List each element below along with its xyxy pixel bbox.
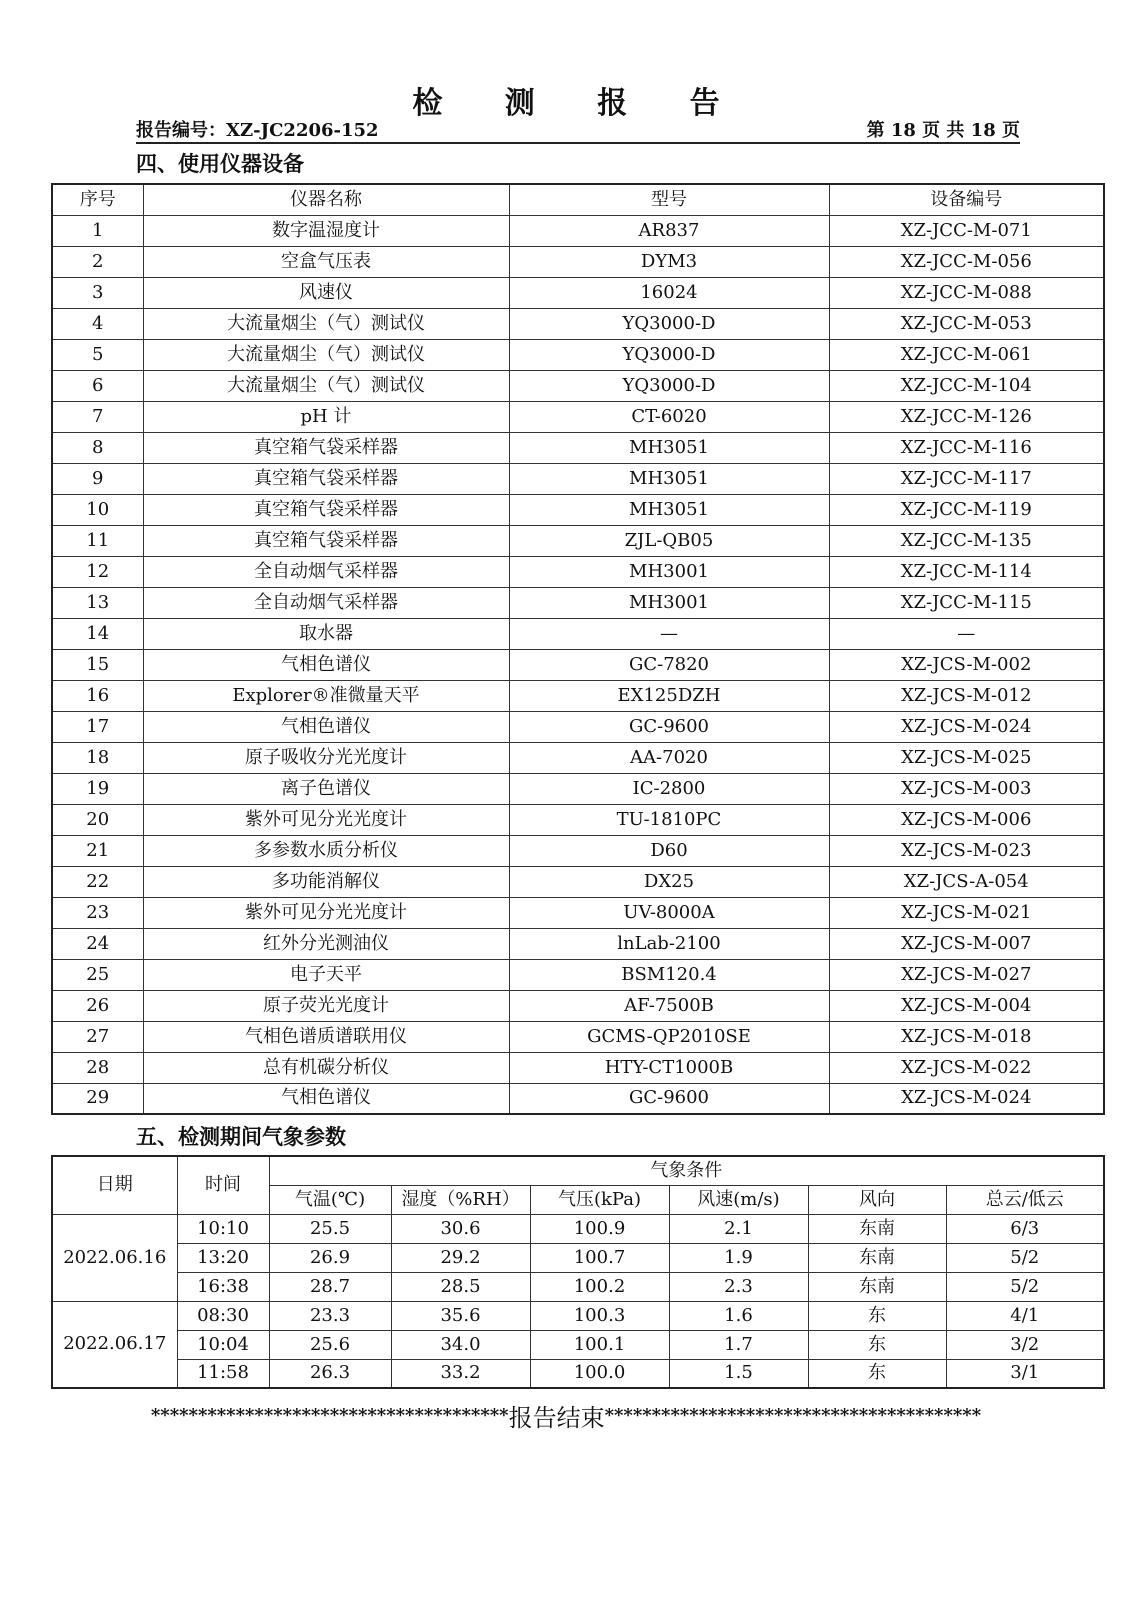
weather-wind-direction: 东南 [808,1272,946,1301]
col-header-pressure: 气压(kPa) [530,1185,669,1214]
equipment-model: DX25 [509,866,829,897]
equipment-model: YQ3000-D [509,339,829,370]
equipment-row [52,866,1104,897]
equipment-model: GC-9600 [509,1083,829,1114]
equipment-name: 紫外可见分光光度计 [143,804,509,835]
weather-wind-speed: 1.9 [669,1243,808,1272]
weather-time: 11:58 [177,1359,269,1388]
equipment-name: 原子荧光光度计 [143,990,509,1021]
equipment-name: 气相色谱仪 [143,711,509,742]
equipment-row [52,959,1104,990]
weather-row [52,1243,1104,1272]
equipment-device-id: XZ-JCS-M-006 [829,804,1104,835]
equipment-table-body [52,215,1104,1114]
equipment-device-id: — [829,618,1104,649]
equipment-row [52,556,1104,587]
report-meta-row [136,116,1020,142]
equipment-model: MH3001 [509,556,829,587]
equipment-index: 13 [52,587,143,618]
equipment-name: 真空箱气袋采样器 [143,432,509,463]
weather-table-body [52,1214,1104,1388]
equipment-device-id: XZ-JCC-M-071 [829,215,1104,246]
equipment-model: AF-7500B [509,990,829,1021]
equipment-row [52,773,1104,804]
equipment-name: 全自动烟气采样器 [143,556,509,587]
weather-cloud-cover: 3/1 [946,1359,1104,1388]
equipment-device-id: XZ-JCS-M-023 [829,835,1104,866]
equipment-row [52,711,1104,742]
equipment-row [52,370,1104,401]
equipment-device-id: XZ-JCS-M-021 [829,897,1104,928]
equipment-device-id: XZ-JCS-M-022 [829,1052,1104,1083]
equipment-name: 大流量烟尘（气）测试仪 [143,370,509,401]
report-end-text: 报告结束 [508,1404,605,1432]
col-header-name: 仪器名称 [143,184,509,215]
equipment-name: 大流量烟尘（气）测试仪 [143,339,509,370]
equipment-model: HTY-CT1000B [509,1052,829,1083]
col-header-date: 日期 [52,1156,177,1214]
equipment-row [52,835,1104,866]
weather-humidity: 33.2 [391,1359,530,1388]
equipment-index: 11 [52,525,143,556]
equipment-name: 空盒气压表 [143,246,509,277]
equipment-device-id: XZ-JCC-M-056 [829,246,1104,277]
weather-cloud-cover: 4/1 [946,1301,1104,1330]
equipment-index: 17 [52,711,143,742]
col-header-model: 型号 [509,184,829,215]
equipment-index: 21 [52,835,143,866]
equipment-index: 25 [52,959,143,990]
equipment-index: 6 [52,370,143,401]
equipment-row [52,463,1104,494]
equipment-device-id: XZ-JCS-M-024 [829,1083,1104,1114]
equipment-name: 电子天平 [143,959,509,990]
equipment-row [52,649,1104,680]
equipment-name: 气相色谱质谱联用仪 [143,1021,509,1052]
weather-pressure: 100.1 [530,1330,669,1359]
equipment-model: MH3051 [509,432,829,463]
equipment-device-id: XZ-JCC-M-119 [829,494,1104,525]
weather-cloud-cover: 6/3 [946,1214,1104,1243]
equipment-model: ZJL-QB05 [509,525,829,556]
equipment-index: 22 [52,866,143,897]
equipment-name: 真空箱气袋采样器 [143,494,509,525]
equipment-index: 24 [52,928,143,959]
equipment-model: AR837 [509,215,829,246]
equipment-device-id: XZ-JCC-M-117 [829,463,1104,494]
weather-humidity: 34.0 [391,1330,530,1359]
col-header-weather-conditions: 气象条件 [269,1156,1104,1185]
equipment-index: 10 [52,494,143,525]
col-header-time: 时间 [177,1156,269,1214]
equipment-model: EX125DZH [509,680,829,711]
weather-humidity: 30.6 [391,1214,530,1243]
equipment-name: 气相色谱仪 [143,1083,509,1114]
equipment-device-id: XZ-JCC-M-061 [829,339,1104,370]
equipment-model: CT-6020 [509,401,829,432]
col-header-temperature: 气温(℃) [269,1185,391,1214]
equipment-model: GC-9600 [509,711,829,742]
weather-row [52,1301,1104,1330]
equipment-device-id: XZ-JCC-M-115 [829,587,1104,618]
weather-wind-direction: 东 [808,1359,946,1388]
equipment-model: BSM120.4 [509,959,829,990]
equipment-device-id: XZ-JCC-M-088 [829,277,1104,308]
weather-pressure: 100.0 [530,1359,669,1388]
equipment-model: AA-7020 [509,742,829,773]
weather-wind-speed: 1.5 [669,1359,808,1388]
weather-pressure: 100.9 [530,1214,669,1243]
equipment-index: 3 [52,277,143,308]
equipment-index: 28 [52,1052,143,1083]
equipment-device-id: XZ-JCC-M-116 [829,432,1104,463]
equipment-row [52,401,1104,432]
weather-temperature: 25.5 [269,1214,391,1243]
header-rule [136,142,1020,144]
equipment-index: 27 [52,1021,143,1052]
weather-row [52,1330,1104,1359]
page-info: 第 18 页 共 18 页 [866,120,1020,141]
equipment-name: 真空箱气袋采样器 [143,525,509,556]
weather-wind-direction: 东南 [808,1214,946,1243]
equipment-row [52,1052,1104,1083]
equipment-name: 全自动烟气采样器 [143,587,509,618]
equipment-model: IC-2800 [509,773,829,804]
weather-time: 16:38 [177,1272,269,1301]
equipment-row [52,308,1104,339]
equipment-name: 离子色谱仪 [143,773,509,804]
equipment-index: 14 [52,618,143,649]
equipment-index: 7 [52,401,143,432]
equipment-device-id: XZ-JCC-M-126 [829,401,1104,432]
equipment-device-id: XZ-JCS-M-004 [829,990,1104,1021]
page-title: 检 测 报 告 [412,86,746,121]
equipment-device-id: XZ-JCS-M-002 [829,649,1104,680]
equipment-index: 4 [52,308,143,339]
equipment-name: 多功能消解仪 [143,866,509,897]
weather-humidity: 28.5 [391,1272,530,1301]
equipment-row [52,494,1104,525]
weather-wind-speed: 2.1 [669,1214,808,1243]
weather-table [51,1155,1105,1389]
equipment-row [52,1083,1104,1114]
equipment-model: — [509,618,829,649]
equipment-index: 2 [52,246,143,277]
weather-row [52,1214,1104,1243]
equipment-index: 19 [52,773,143,804]
equipment-name: 大流量烟尘（气）测试仪 [143,308,509,339]
equipment-device-id: XZ-JCS-M-018 [829,1021,1104,1052]
equipment-index: 9 [52,463,143,494]
weather-row [52,1359,1104,1388]
equipment-device-id: XZ-JCS-M-027 [829,959,1104,990]
equipment-model: GC-7820 [509,649,829,680]
col-header-humidity: 湿度（%RH） [391,1185,530,1214]
equipment-name: Explorer®准微量天平 [143,680,509,711]
weather-time: 10:10 [177,1214,269,1243]
equipment-row [52,432,1104,463]
equipment-model: GCMS-QP2010SE [509,1021,829,1052]
equipment-name: 多参数水质分析仪 [143,835,509,866]
weather-wind-speed: 2.3 [669,1272,808,1301]
equipment-model: YQ3000-D [509,370,829,401]
col-header-wind-direction: 风向 [808,1185,946,1214]
equipment-row [52,277,1104,308]
equipment-row [52,246,1104,277]
equipment-name: 总有机碳分析仪 [143,1052,509,1083]
equipment-index: 5 [52,339,143,370]
col-header-wind-speed: 风速(m/s) [669,1185,808,1214]
weather-cloud-cover: 5/2 [946,1272,1104,1301]
equipment-row [52,339,1104,370]
col-header-device-id: 设备编号 [829,184,1104,215]
equipment-row [52,1021,1104,1052]
equipment-index: 15 [52,649,143,680]
equipment-model: TU-1810PC [509,804,829,835]
end-stars-right: **************************************** [604,1405,982,1426]
equipment-device-id: XZ-JCS-M-012 [829,680,1104,711]
equipment-name: 真空箱气袋采样器 [143,463,509,494]
end-stars-left: ************************************** [150,1405,509,1426]
weather-wind-speed: 1.7 [669,1330,808,1359]
equipment-device-id: XZ-JCS-M-025 [829,742,1104,773]
equipment-model: MH3051 [509,463,829,494]
equipment-name: pH 计 [143,401,509,432]
equipment-index: 12 [52,556,143,587]
weather-humidity: 35.6 [391,1301,530,1330]
equipment-row [52,525,1104,556]
report-number: 报告编号：XZ-JC2206-152 [136,120,379,141]
weather-row [52,1272,1104,1301]
equipment-model: 16024 [509,277,829,308]
weather-temperature: 26.3 [269,1359,391,1388]
weather-wind-speed: 1.6 [669,1301,808,1330]
equipment-row [52,990,1104,1021]
weather-wind-direction: 东南 [808,1243,946,1272]
weather-wind-direction: 东 [808,1301,946,1330]
weather-cloud-cover: 5/2 [946,1243,1104,1272]
equipment-device-id: XZ-JCC-M-053 [829,308,1104,339]
equipment-device-id: XZ-JCS-M-003 [829,773,1104,804]
equipment-row [52,587,1104,618]
equipment-model: D60 [509,835,829,866]
section-weather-title: 五、检测期间气象参数 [136,1124,346,1149]
equipment-index: 8 [52,432,143,463]
equipment-index: 26 [52,990,143,1021]
equipment-row [52,897,1104,928]
equipment-device-id: XZ-JCS-M-007 [829,928,1104,959]
weather-header-row-1 [52,1156,1104,1185]
equipment-model: lnLab-2100 [509,928,829,959]
equipment-model: MH3001 [509,587,829,618]
weather-pressure: 100.2 [530,1272,669,1301]
equipment-row [52,680,1104,711]
weather-temperature: 25.6 [269,1330,391,1359]
equipment-device-id: XZ-JCS-A-054 [829,866,1104,897]
equipment-row [52,804,1104,835]
equipment-device-id: XZ-JCC-M-135 [829,525,1104,556]
col-header-index: 序号 [52,184,143,215]
equipment-name: 数字温湿度计 [143,215,509,246]
equipment-row [52,618,1104,649]
equipment-name: 原子吸收分光光度计 [143,742,509,773]
equipment-name: 风速仪 [143,277,509,308]
weather-temperature: 26.9 [269,1243,391,1272]
weather-pressure: 100.3 [530,1301,669,1330]
equipment-row [52,215,1104,246]
equipment-model: MH3051 [509,494,829,525]
weather-date: 2022.06.17 [52,1301,177,1388]
weather-time: 08:30 [177,1301,269,1330]
equipment-index: 18 [52,742,143,773]
equipment-index: 16 [52,680,143,711]
equipment-table [51,183,1105,1115]
weather-temperature: 28.7 [269,1272,391,1301]
equipment-index: 23 [52,897,143,928]
weather-time: 10:04 [177,1330,269,1359]
equipment-name: 红外分光测油仪 [143,928,509,959]
equipment-index: 20 [52,804,143,835]
equipment-index: 29 [52,1083,143,1114]
section-equipment-title: 四、使用仪器设备 [136,151,304,176]
weather-humidity: 29.2 [391,1243,530,1272]
equipment-device-id: XZ-JCC-M-104 [829,370,1104,401]
weather-temperature: 23.3 [269,1301,391,1330]
equipment-name: 取水器 [143,618,509,649]
equipment-name: 气相色谱仪 [143,649,509,680]
equipment-row [52,742,1104,773]
weather-cloud-cover: 3/2 [946,1330,1104,1359]
col-header-cloud-cover: 总云/低云 [946,1185,1104,1214]
equipment-header-row [52,184,1104,215]
report-end-line [0,1398,1132,1433]
weather-pressure: 100.7 [530,1243,669,1272]
weather-time: 13:20 [177,1243,269,1272]
equipment-device-id: XZ-JCC-M-114 [829,556,1104,587]
weather-date: 2022.06.16 [52,1214,177,1301]
equipment-device-id: XZ-JCS-M-024 [829,711,1104,742]
equipment-index: 1 [52,215,143,246]
equipment-model: UV-8000A [509,897,829,928]
equipment-row [52,928,1104,959]
weather-wind-direction: 东 [808,1330,946,1359]
equipment-model: YQ3000-D [509,308,829,339]
equipment-name: 紫外可见分光光度计 [143,897,509,928]
equipment-model: DYM3 [509,246,829,277]
